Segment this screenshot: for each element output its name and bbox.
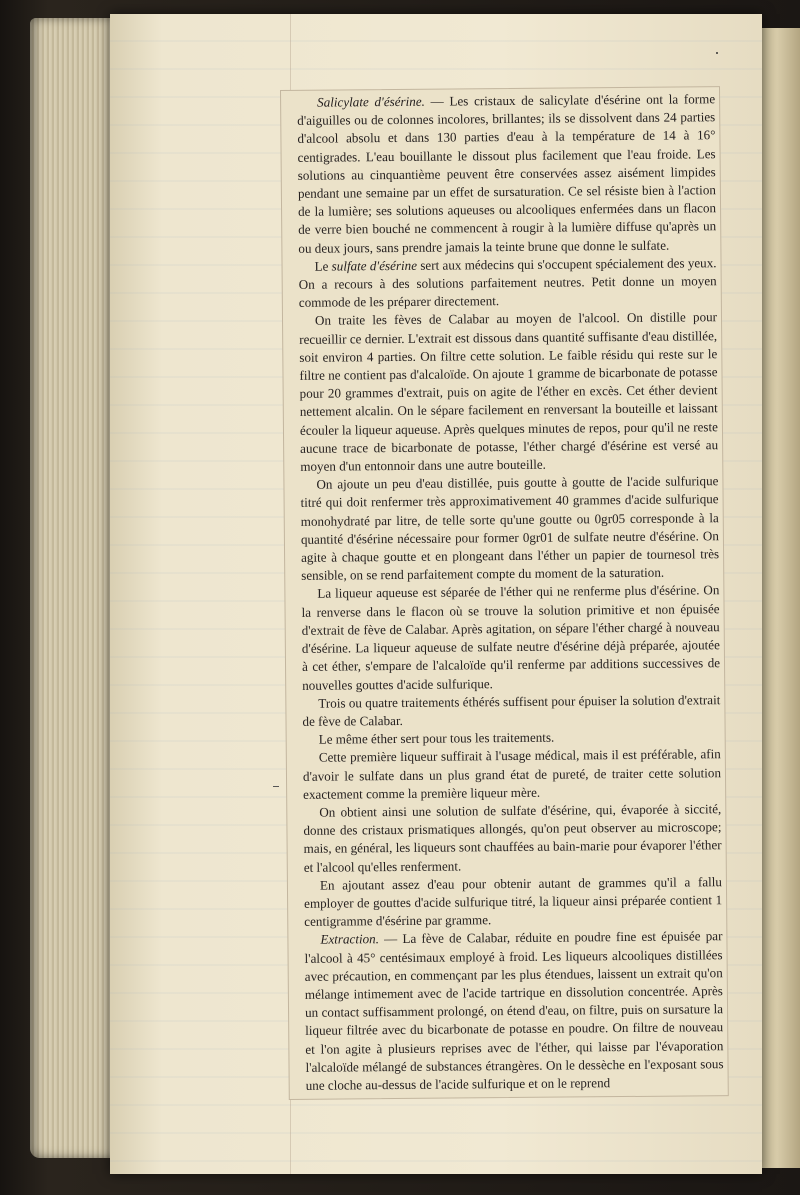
paragraph-same-ether: Le même éther sert pour tous les traitements. xyxy=(318,729,555,747)
margin-tick-mark xyxy=(273,786,279,787)
paragraph-text: — Les cristaux de salicylate d'ésérine ont la forme d'aiguilles ou de colonnes incolores, brillantes; ils se dissolvent dans 24 parties d'alcool absolu et dans 130 parties d'eau à la température de 14 à 16° centigrades. L'eau bouillante le dissout plus facilement que l'eau froide. Les solutions au cinquantième peuvent être conservées assez aisément limpides pendant une semaine par un effet de sursaturation. Ce sel résiste bien à l'action de la lumière; ses solutions aqueuses ou alcooliques enfermées dans un flacon de verre bien bouché ne commencent à rougir à la lumière diffuse qu'après un ou deux jours, sans prendre jamais la teinte brune que donne le sulfate. xyxy=(297,91,717,256)
paragraph-adding-water: En ajoutant assez d'eau pour obtenir autant de grammes qu'il a fallu employer de gouttes d'acide sulfurique titré, la liqueur ainsi préparée contient 1 centigramme d'ésérine par gramme. xyxy=(304,873,723,929)
paragraph-pre: Le xyxy=(314,258,332,274)
ink-speck xyxy=(716,52,718,54)
paragraph-extraction xyxy=(304,928,723,1095)
pasted-text-clipping xyxy=(280,86,729,1100)
paragraph-text: sert aux médecins qui s'occupent spécialement des yeux. On a recours à des solutions parfaitement neutres. Petit donne un moyen commode de les préparer directement. xyxy=(298,255,717,311)
paragraph-ether-treatments: Trois ou quatre traitements éthérés suffisent pour épuiser la solution d'extrait de fève de Calabar. xyxy=(302,691,721,729)
paragraph-salicylate xyxy=(297,90,716,257)
paragraph-sulfuric-acid: On ajoute un peu d'eau distillée, puis goutte à goutte de l'acide sulfurique titré qui doit renfermer très approximativement 40 grammes d'acide sulfurique monohydraté par litre, de telle sorte qu'une goutte ou 0gr05 corresponde à la quantité d'ésérine nécessaire pour former 0gr01 de sulfate neutre d'ésérine. On agite à chaque goutte et en plongeant dans l'éther un papier de tournesol très sensible, on se rend parfaitement compte du moment de la saturation. xyxy=(300,473,720,584)
paragraph-lead: Salicylate d'ésérine. xyxy=(317,93,425,110)
paragraph-lead: sulfate d'ésérine xyxy=(331,257,418,274)
paragraph-lead: Extraction. xyxy=(320,931,380,948)
paragraph-solution-obtained: On obtient ainsi une solution de sulfate d'ésérine, qui, évaporée à siccité, donne des cristaux prismatiques allongés, qu'on peut observer au microscope; mais, en général, les liqueurs sont chauffées au bain-marie pour évaporer l'éther et l'alcool qu'elles renferment. xyxy=(303,801,722,875)
paragraph-text: — La fève de Calabar, réduite en poudre fine est épuisée par l'alcool à 45° centésimaux employé à froid. Les liqueurs alcooliques distillées avec précaution, en commençant par les plus étendues, laissent un extrait qu'on mélange intimement avec de l'acide tartrique en dissolution concentrée. Après un contact suffisamment prolongé, on étend d'eau, on filtre, puis on sursature la liqueur filtrée avec du bicarbonate de potasse en poudre. On filtre de nouveau et l'on agite à plusieurs reprises avec de l'éther, qui laisse par l'évaporation l'alcaloïde mélangé de substances étrangères. On le dessèche en l'exposant sous une cloche au-dessus de l'acide sulfurique et on le reprend xyxy=(304,928,724,1093)
paragraph-aqueous-liquor: La liqueur aqueuse est séparée de l'éther qui ne renferme plus d'ésérine. On la renverse dans le flacon où se trouve la solution primitive et non épuisée d'extrait de fève de Calabar. Après agitation, on sépare l'éther chargé à nouveau d'ésérine. La liqueur aqueuse de sulfate neutre d'ésérine déjà préparée, ajoutée à cet éther, s'empare de l'alcaloïde qu'il renferme par additions successives de nouvelles gouttes d'acide sulfurique. xyxy=(301,582,721,693)
paragraph-calabar-treatment: On traite les fèves de Calabar au moyen de l'alcool. On distille pour recueillir ce dernier. L'extrait est dissous dans quantité suffisante d'eau distillée, soit environ 4 parties. On filtre cette solution. Le faible résidu qui reste sur le filtre ne contient pas d'alcaloïde. On ajoute 1 gramme de bicarbonate de potasse pour 20 grammes d'extrait, puis on agite de l'éther en excès. Cet éther devient nettement alcalin. On le sépare facilement en renversant la bouteille et laissant écouler la liqueur aqueuse. Après quelques minutes de repos, pour qu'il ne reste aucune trace de bicarbonate de potasse, l'éther chargé d'ésérine est versé au moyen d'un entonnoir dans une autre bouteille. xyxy=(299,309,719,474)
paragraph-first-liquor: Cette première liqueur suffirait à l'usage médical, mais il est préférable, afin d'avoir le sulfate dans un plus grand état de pureté, de traiter cette solution exactement comme la première liqueur mère. xyxy=(302,746,722,802)
facing-page-edge xyxy=(762,28,800,1168)
paragraph-sulfate xyxy=(298,254,716,312)
